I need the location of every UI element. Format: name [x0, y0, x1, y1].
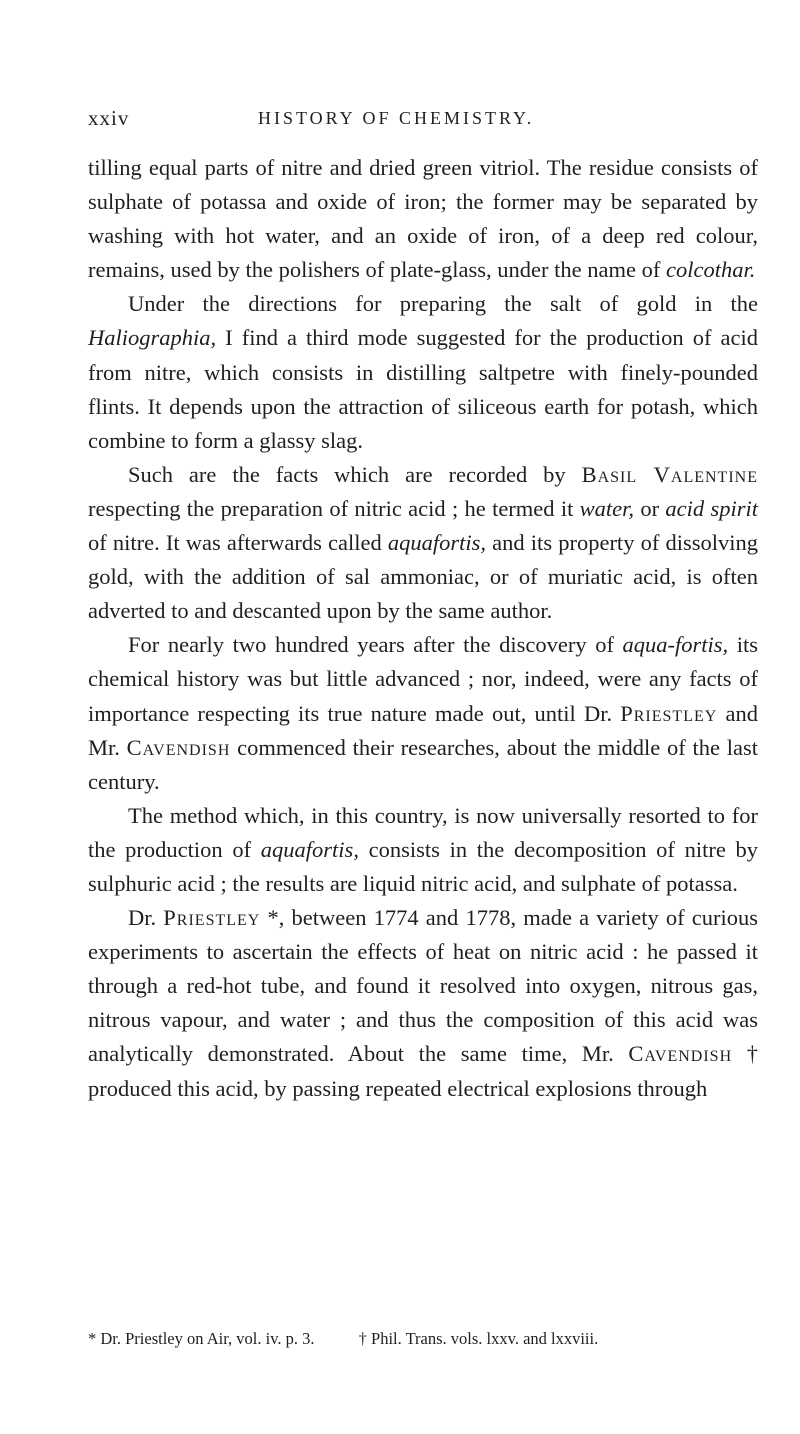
- page-number: xxiv: [88, 106, 130, 130]
- paragraph-2: [88, 287, 758, 457]
- footnotes: [88, 1328, 758, 1350]
- person-name: Priestley: [620, 700, 718, 726]
- italic-term: Haliographia,: [88, 325, 217, 351]
- paragraph-1: [88, 151, 758, 287]
- person-name: Priestley: [163, 905, 261, 931]
- text-run: † produced this acid, by passing repeated electrical explosions through: [88, 1041, 759, 1101]
- page-header: [88, 106, 748, 136]
- text-run: consists in the decomposition of nitre by sulphuric acid ; the results are liquid nitric acid, and sulphate of potassa.: [88, 836, 758, 896]
- body-text: [88, 151, 758, 1106]
- italic-term: acid spirit: [665, 495, 758, 521]
- text-run: or: [634, 495, 666, 521]
- paragraph-5: [88, 799, 758, 901]
- text-run: tilling equal parts of nitre and dried green vitriol. The residue consists of sulphate of potassa and oxide of iron; the former may be separated by washing with hot water, and an oxide of iron, of a deep red colour, remains, used by the polishers of plate-glass, under the name of: [88, 155, 758, 283]
- paragraph-3: [88, 458, 758, 628]
- italic-term: water,: [579, 495, 635, 521]
- text-run: I find a third mode suggested for the production of acid from nitre, which consists in distilling saltpetre with finely-pounded flints. It depends upon the attraction of siliceous earth for potash, which combine to form a glassy slag.: [88, 325, 758, 453]
- text-run: For nearly two hundred years after the discovery of: [128, 632, 623, 658]
- footnote-1: * Dr. Priestley on Air, vol. iv. p. 3.: [88, 1329, 315, 1348]
- text-run: *, between 1774 and 1778, made a variety of curious experiments to ascertain the effects of heat on nitric acid : he passed it through a red-hot tube, and found it resolved into oxygen, nitrous gas, nitrous vapour, and water ; and thus the composition of this acid was analytically demonstrated. About the same time, Mr.: [88, 905, 758, 1067]
- running-head: HISTORY OF CHEMISTRY.: [258, 108, 535, 128]
- italic-term: aqua-fortis,: [622, 632, 729, 658]
- paragraph-6: [88, 901, 758, 1106]
- person-name: Cavendish: [628, 1041, 733, 1067]
- text-run: and its property of dissolving gold, with the addition of sal ammoniac, or of muriatic acid, is often adverted to and descanted upon by the same author.: [88, 530, 758, 624]
- italic-term: aquafortis,: [387, 530, 487, 556]
- text-run: respecting the preparation of nitric acid ; he termed it: [88, 495, 580, 521]
- text-run: Under the directions for preparing the salt of gold in the: [128, 291, 758, 317]
- text-run: The method which, in this country, is now universally resorted to for the production of: [88, 802, 758, 862]
- person-name: Basil Valentine: [581, 461, 758, 487]
- text-run: Dr.: [128, 905, 164, 931]
- text-run: of nitre. It was afterwards called: [88, 530, 388, 556]
- italic-term: aquafortis,: [260, 836, 359, 862]
- paragraph-4: [88, 628, 758, 798]
- italic-term: colcothar.: [665, 257, 756, 283]
- footnote-2: † Phil. Trans. vols. lxxv. and lxxviii.: [358, 1329, 599, 1348]
- text-run: Such are the facts which are recorded by: [128, 461, 582, 487]
- text-run: commenced their researches, about the middle of the last century.: [88, 734, 758, 794]
- person-name: Cavendish: [126, 734, 231, 760]
- text-run: and Mr.: [88, 700, 758, 760]
- text-run: its chemical history was but little advanced ; nor, indeed, were any facts of importance respecting its true nature made out, until Dr.: [88, 632, 758, 726]
